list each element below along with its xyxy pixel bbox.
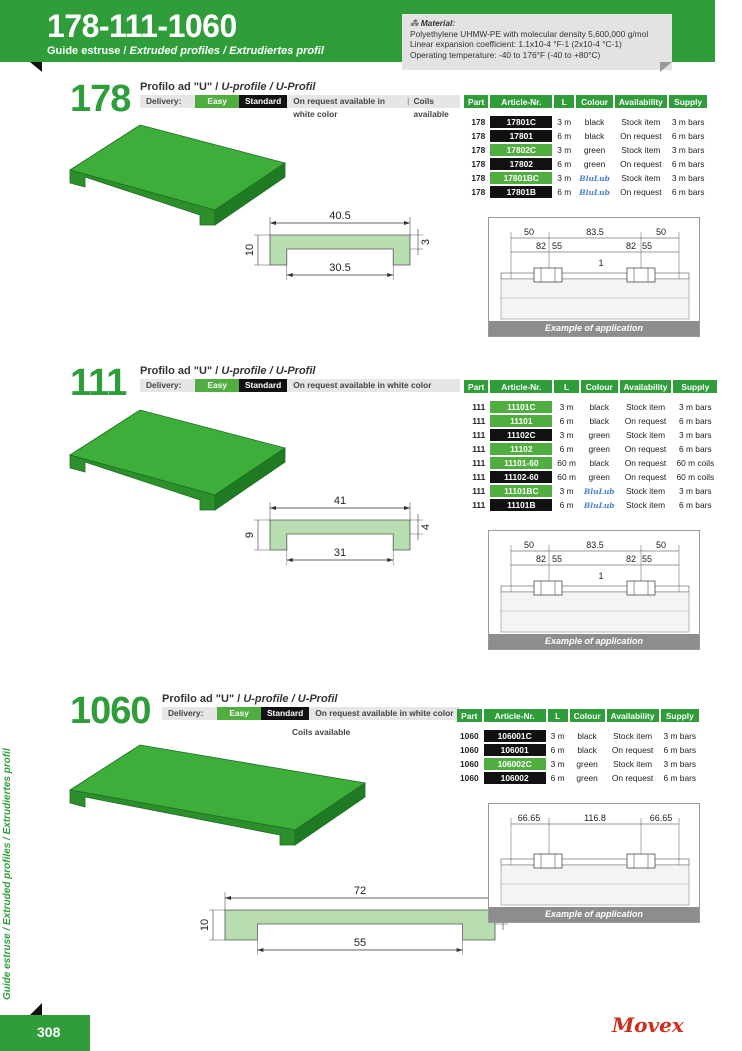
profile-dimension-drawing (200, 880, 515, 970)
app-dim-a: 50 (523, 227, 535, 237)
table-row[interactable] (464, 443, 717, 455)
colour-cell: BluLub (579, 173, 610, 183)
article-number-cell: 11102-60 (490, 471, 552, 483)
application-drawing (489, 531, 699, 635)
article-number-cell: 106002C (484, 758, 546, 770)
table-row[interactable] (464, 471, 717, 483)
table-row[interactable] (457, 772, 699, 784)
article-number-cell: 17801B (490, 186, 552, 198)
table-header: Colour (570, 709, 605, 722)
app-dim-e: 55 (551, 241, 563, 251)
supply-cell: 3 m bars (679, 402, 712, 412)
dim-top-width: 72 (353, 885, 367, 897)
article-number-cell: 11102 (490, 443, 552, 455)
table-row[interactable] (464, 485, 717, 497)
material-corner (660, 62, 672, 72)
part-cell: 111 (472, 444, 486, 454)
supply-cell: 6 m bars (663, 745, 697, 755)
supply-cell: 6 m bars (663, 773, 697, 783)
availability-cell: On request (620, 131, 662, 141)
supply-cell: 6 m bars (679, 416, 712, 426)
profile-dimension-drawing (245, 205, 430, 295)
standard-badge: Standard (239, 95, 287, 108)
length-cell: 6 m (557, 131, 572, 141)
delivery-label: Delivery: (146, 96, 182, 106)
supply-cell: 3 m bars (679, 486, 712, 496)
standard-badge: Standard (239, 379, 287, 392)
part-cell: 178 (471, 117, 486, 127)
dim-height: 9 (244, 531, 256, 539)
supply-cell: 60 m coils (676, 472, 715, 482)
dim-height: 10 (199, 918, 211, 932)
delivery-bar (140, 379, 460, 392)
app-dim-e: 55 (551, 554, 563, 564)
availability-cell: On request (624, 458, 667, 468)
supply-cell: 3 m bars (679, 430, 712, 440)
table-header: Part (464, 380, 488, 393)
dim-top-width: 40.5 (329, 210, 351, 222)
app-dim-h: 1 (598, 571, 604, 581)
colour-cell: green (583, 145, 606, 155)
app-dim-g: 55 (641, 554, 653, 564)
app-dim-c: 66.65 (649, 813, 673, 823)
colour-cell: BluLub (583, 486, 615, 496)
colour-cell: green (588, 444, 610, 454)
table-header: Article-Nr. (490, 380, 552, 393)
length-cell: 6 m (550, 773, 565, 783)
delivery-bar: Delivery: Easy Standard On request available in white color | Coils available (140, 95, 460, 108)
article-number-cell: 11101BC (490, 485, 552, 497)
table-row[interactable] (464, 499, 717, 511)
dim-top-width: 41 (333, 495, 347, 507)
supply-cell: 3 m bars (671, 173, 705, 183)
table-header: Availability (615, 95, 667, 108)
colour-cell: black (589, 458, 610, 468)
availability-cell: On request (620, 159, 662, 169)
colour-cell: black (577, 731, 597, 741)
length-cell: 3 m (557, 117, 572, 127)
table-row[interactable] (464, 130, 707, 142)
availability-cell: Stock item (613, 759, 653, 769)
availability-cell: On request (620, 187, 662, 197)
dim-bottom-width: 30.5 (329, 262, 351, 274)
colour-cell: green (576, 759, 598, 769)
article-table (462, 378, 719, 513)
colour-cell: BluLub (583, 500, 615, 510)
length-cell: 3 m (550, 731, 565, 741)
page-subtitle (47, 45, 324, 57)
table-row[interactable] (464, 116, 707, 128)
app-dim-b: 83.5 (586, 227, 604, 237)
sidebar-text: Guide estruse / Extruded profiles / Extrudiertes profil (2, 748, 13, 1000)
table-row[interactable] (457, 730, 699, 742)
section-number: 111 (70, 362, 127, 404)
supply-cell: 6 m bars (671, 159, 705, 169)
supply-cell: 6 m bars (671, 131, 705, 141)
standard-badge: Standard (261, 707, 309, 720)
delivery-label: Delivery: (146, 380, 182, 390)
supply-cell: 60 m coils (676, 458, 715, 468)
app-dim-f: 82 (625, 554, 637, 564)
profile-dimension-drawing (245, 490, 430, 580)
part-cell: 1060 (460, 745, 479, 755)
length-cell: 6 m (550, 745, 565, 755)
article-number-cell: 11102C (490, 429, 552, 441)
article-table (455, 707, 701, 786)
availability-cell: On request (611, 745, 654, 755)
material-box (402, 14, 672, 70)
article-number-cell: 106001 (484, 744, 546, 756)
supply-cell: 3 m bars (663, 731, 697, 741)
application-example (488, 803, 700, 923)
app-dim-a: 66.65 (517, 813, 541, 823)
availability-cell: On request (624, 416, 667, 426)
colour-cell: black (589, 402, 610, 412)
easy-badge: Easy (195, 379, 239, 392)
app-dim-c: 50 (655, 227, 667, 237)
table-header: Availability (607, 709, 659, 722)
article-number-cell: 11101B (490, 499, 552, 511)
profile-3d-illustration (70, 745, 380, 855)
colour-cell: BluLub (579, 187, 610, 197)
easy-badge: Easy (217, 707, 261, 720)
dim-wall: 3 (420, 238, 432, 246)
app-dim-h: 1 (598, 258, 604, 268)
availability-cell: Stock item (625, 500, 666, 510)
table-header: Supply (661, 709, 700, 722)
white-color-note: On request available in white color (293, 380, 432, 390)
app-dim-d: 82 (535, 241, 547, 251)
delivery-label: Delivery: (168, 708, 204, 718)
article-number-cell: 106001C (484, 730, 546, 742)
colour-cell: green (583, 159, 606, 169)
table-row[interactable] (457, 758, 699, 770)
length-cell: 3 m (559, 402, 574, 412)
availability-cell: Stock item (625, 430, 666, 440)
part-cell: 111 (472, 402, 486, 412)
part-cell: 1060 (460, 773, 479, 783)
article-number-cell: 106002 (484, 772, 546, 784)
table-header: L (554, 95, 574, 108)
profile-title: Profilo ad "U" / U-profile / U-Profil (140, 365, 316, 377)
table-row[interactable] (457, 744, 699, 756)
part-cell: 111 (472, 458, 486, 468)
table-row[interactable] (464, 401, 717, 413)
supply-cell: 3 m bars (671, 117, 705, 127)
section-number: 1060 (70, 690, 151, 732)
table-header: Part (464, 95, 488, 108)
part-cell: 178 (471, 173, 486, 183)
availability-cell: On request (624, 444, 667, 454)
article-number-cell: 11101 (490, 415, 552, 427)
table-row[interactable] (464, 186, 707, 198)
table-header: Supply (673, 380, 717, 393)
coils-note: Coils available (413, 96, 449, 119)
colour-cell: green (588, 472, 610, 482)
part-cell: 111 (472, 472, 486, 482)
profile-title: Profilo ad "U" / U-profile / U-Profil (162, 693, 338, 705)
availability-cell: Stock item (613, 731, 653, 741)
part-cell: 178 (471, 145, 486, 155)
part-cell: 1060 (460, 759, 479, 769)
supply-cell: 6 m bars (679, 500, 712, 510)
availability-cell: On request (624, 472, 667, 482)
article-number-cell: 11101C (490, 401, 552, 413)
footer-corner (30, 1003, 42, 1015)
supply-cell: 6 m bars (671, 187, 705, 197)
length-cell: 3 m (557, 145, 572, 155)
dim-bottom-width: 55 (353, 937, 367, 949)
availability-cell: On request (611, 773, 654, 783)
table-row[interactable] (464, 415, 717, 427)
application-caption: Example of application (489, 321, 699, 336)
movex-logo: Movex (612, 1013, 684, 1037)
colour-cell: green (588, 430, 610, 440)
application-example (488, 530, 700, 650)
supply-cell: 3 m bars (671, 145, 705, 155)
length-cell: 6 m (559, 444, 574, 454)
table-row[interactable] (464, 457, 717, 469)
length-cell: 60 m (557, 472, 576, 482)
part-cell: 111 (472, 486, 486, 496)
profile-title: Profilo ad "U" / U-profile / U-Profil (140, 81, 316, 93)
table-row[interactable] (464, 429, 717, 441)
table-header: L (548, 709, 568, 722)
table-header: Article-Nr. (490, 95, 552, 108)
article-number-cell: 17802C (490, 144, 552, 156)
material-line-1: Polyethylene UHMW-PE with molecular density 5,600,000 g/mol (410, 28, 649, 39)
colour-cell: black (577, 745, 597, 755)
availability-cell: Stock item (625, 402, 666, 412)
app-dim-g: 55 (641, 241, 653, 251)
application-drawing (489, 218, 699, 322)
article-number-cell: 17802 (490, 158, 552, 170)
availability-cell: Stock item (621, 145, 661, 155)
length-cell: 6 m (557, 187, 572, 197)
table-header: Colour (576, 95, 613, 108)
availability-cell: Stock item (625, 486, 666, 496)
part-cell: 1060 (460, 731, 479, 741)
delivery-bar (162, 707, 460, 720)
article-number-cell: 17801BC (490, 172, 552, 184)
length-cell: 6 m (557, 159, 572, 169)
colour-cell: black (584, 117, 605, 127)
white-color-note: On request available in white color (315, 708, 454, 718)
length-cell: 3 m (557, 173, 572, 183)
molecule-icon: ⁂ (410, 18, 421, 28)
table-row[interactable] (464, 158, 707, 170)
part-cell: 178 (471, 131, 486, 141)
application-example (488, 217, 700, 337)
article-number-cell: 11101-60 (490, 457, 552, 469)
part-cell: 111 (472, 416, 486, 426)
length-cell: 3 m (559, 486, 574, 496)
table-header: Supply (669, 95, 708, 108)
table-header: Article-Nr. (484, 709, 546, 722)
material-line-3: Operating temperature: -40 to 176°F (-40 to +80°C) (410, 49, 601, 60)
table-header: Part (457, 709, 482, 722)
article-number-cell: 17801 (490, 130, 552, 142)
section-number: 178 (70, 78, 131, 120)
page-number: 308 (0, 1015, 90, 1051)
length-cell: 3 m (550, 759, 565, 769)
article-number-cell: 17801C (490, 116, 552, 128)
part-cell: 111 (472, 500, 486, 510)
table-header: Availability (620, 380, 672, 393)
dim-bottom-width: 31 (333, 547, 347, 559)
material-heading: ⁂ Material: (410, 18, 456, 28)
app-dim-d: 82 (535, 554, 547, 564)
availability-cell: Stock item (621, 173, 661, 183)
colour-cell: black (584, 131, 605, 141)
table-row[interactable] (464, 172, 707, 184)
part-cell: 178 (471, 159, 486, 169)
dim-wall: 4 (420, 523, 432, 531)
application-caption: Example of application (489, 634, 699, 649)
length-cell: 6 m (559, 416, 574, 426)
header-corner (30, 62, 42, 72)
easy-badge: Easy (195, 95, 239, 108)
app-dim-b: 83.5 (586, 540, 604, 550)
supply-cell: 3 m bars (663, 759, 697, 769)
length-cell: 3 m (559, 430, 574, 440)
table-header: L (554, 380, 579, 393)
app-dim-c: 50 (655, 540, 667, 550)
subtitle-it: Guide estruse / (47, 45, 130, 57)
part-cell: 178 (471, 187, 486, 197)
availability-cell: Stock item (621, 117, 661, 127)
table-row[interactable] (464, 144, 707, 156)
white-color-note: On request available in white color (293, 96, 385, 119)
page-title: 178-111-1060 (47, 8, 237, 44)
colour-cell: black (589, 416, 610, 426)
supply-cell: 6 m bars (679, 444, 712, 454)
app-dim-f: 82 (625, 241, 637, 251)
subtitle-en: Extruded profiles / Extrudiertes profil (129, 45, 324, 57)
colour-cell: green (576, 773, 598, 783)
table-header: Colour (581, 380, 618, 393)
length-cell: 6 m (559, 500, 574, 510)
coils-note: Coils available (292, 727, 351, 737)
app-dim-a: 50 (523, 540, 535, 550)
app-dim-b: 116.8 (584, 813, 606, 823)
application-drawing (489, 804, 699, 908)
article-table (462, 93, 709, 200)
length-cell: 60 m (557, 458, 576, 468)
material-line-2: Linear expansion coefficient: 1.1x10-4 °F-1 (2x10-4 °C-1) (410, 39, 622, 49)
dim-height: 10 (244, 243, 256, 257)
application-caption: Example of application (489, 907, 699, 922)
part-cell: 111 (472, 430, 486, 440)
